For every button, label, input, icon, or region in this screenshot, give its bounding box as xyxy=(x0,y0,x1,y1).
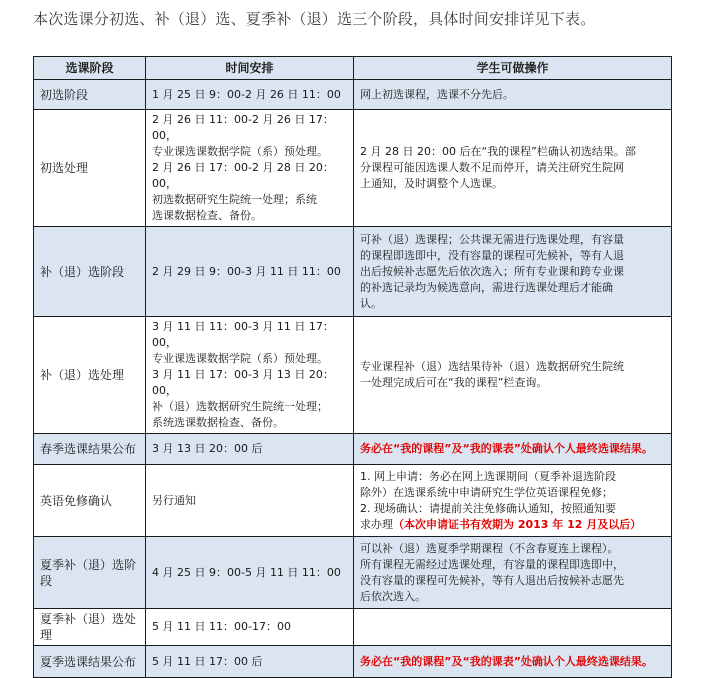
row-action: 1. 网上申请：务必在网上选课期间（夏季补退选阶段 除外）在选课系统中申请研究生学位英语课程免修； 2. 现场确认：请提前关注免修确认通知，按照通知要 求办理（本次申请证书有效期为 2013 年 12 月及以后） xyxy=(354,465,672,537)
schedule-table xyxy=(33,56,672,678)
row-time: 5 月 11 日 17：00 后 xyxy=(146,646,354,678)
row-action xyxy=(354,434,672,465)
row-stage: 夏季选课结果公布 xyxy=(34,646,146,678)
row-stage: 春季选课结果公布 xyxy=(34,434,146,465)
table-row xyxy=(34,227,672,317)
header-action: 学生可做操作 xyxy=(354,57,672,80)
row-time: 4 月 25 日 9：00-5 月 11 日 11：00 xyxy=(146,537,354,609)
row-stage: 英语免修确认 xyxy=(34,465,146,537)
row-stage: 初选阶段 xyxy=(34,80,146,110)
row-time: 2 月 26 日 11：00-2 月 26 日 17：00， 专业课选课数据学院（系）预处理。 2 月 26 日 17：00-2 月 28 日 20：00， 初选数据研究生院统一处理；系统 选课数据检查、备份。 xyxy=(146,110,354,227)
table-row xyxy=(34,80,672,110)
table-row xyxy=(34,609,672,646)
row-time: 另行通知 xyxy=(146,465,354,537)
row-stage: 夏季补（退）选阶段 xyxy=(34,537,146,609)
row-action: 网上初选课程，选课不分先后。 xyxy=(354,80,672,110)
row-stage: 补（退）选阶段 xyxy=(34,227,146,317)
row-action xyxy=(354,609,672,646)
table-row xyxy=(34,465,672,537)
certificate-validity-note: （本次申请证书有效期为 2013 年 12 月及以后） xyxy=(393,517,642,531)
row-time: 1 月 25 日 9：00-2 月 26 日 11：00 xyxy=(146,80,354,110)
row-action: 专业课程补（退）选结果待补（退）选数据研究生院统 一处理完成后可在“我的课程”栏查询。 xyxy=(354,317,672,434)
row-action: 2 月 28 日 20：00 后在“我的课程”栏确认初选结果。部 分课程可能因选课人数不足而停开，请关注研究生院网 上通知，及时调整个人选课。 xyxy=(354,110,672,227)
table-row xyxy=(34,537,672,609)
row-action: 可补（退）选课程；公共课无需进行选课处理，有容量 的课程即选即中，没有容量的课程可先候补，等有人退 出后按候补志愿先后依次选入；所有专业课和跨专业课 的补选记录均为候选意向，需进行选课处理后才能确 认。 xyxy=(354,227,672,317)
row-action: 可以补（退）选夏季学期课程（不含春夏连上课程）。 所有课程无需经过选课处理，有容量的课程即选即中， 没有容量的课程可先候补，等有人退出后按候补志愿先 后依次选入。 xyxy=(354,537,672,609)
row-stage: 补（退）选处理 xyxy=(34,317,146,434)
intro-text: 本次选课分初选、补（退）选、夏季补（退）选三个阶段，具体时间安排详见下表。 xyxy=(33,10,596,28)
confirm-result-note: 务必在“我的课程”及“我的课表”处确认个人最终选课结果。 xyxy=(360,442,653,455)
table-header-row xyxy=(34,57,672,80)
row-time: 3 月 13 日 20：00 后 xyxy=(146,434,354,465)
table-row xyxy=(34,646,672,678)
confirm-result-note: 务必在“我的课程”及“我的课表”处确认个人最终选课结果。 xyxy=(360,654,653,668)
table-row xyxy=(34,110,672,227)
header-time: 时间安排 xyxy=(146,57,354,80)
row-time: 5 月 11 日 11：00-17：00 xyxy=(146,609,354,646)
table-row xyxy=(34,317,672,434)
row-stage: 初选处理 xyxy=(34,110,146,227)
row-time: 3 月 11 日 11：00-3 月 11 日 17：00， 专业课选课数据学院（系）预处理。 3 月 11 日 17：00-3 月 13 日 20：00， 补（退）选数据研究生院统一处理； 系统选课数据检查、备份。 xyxy=(146,317,354,434)
row-stage: 夏季补（退）选处理 xyxy=(34,609,146,646)
table-row xyxy=(34,434,672,465)
row-time: 2 月 29 日 9：00-3 月 11 日 11：00 xyxy=(146,227,354,317)
header-stage: 选课阶段 xyxy=(34,57,146,80)
row-action xyxy=(354,646,672,678)
